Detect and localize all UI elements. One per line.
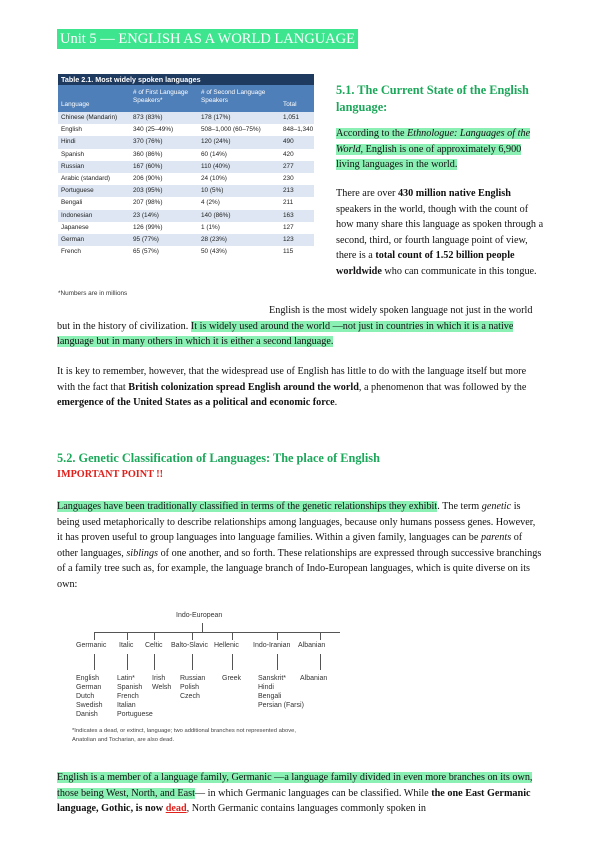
- table-cell: Japanese: [61, 223, 89, 231]
- table-cell: 340 (25–49%): [133, 126, 174, 134]
- s2p1-text-c: of other languages,: [57, 532, 523, 559]
- tree-footnote-1: *Indicates a dead, or extinct, language; two additional branches not represented above,: [72, 728, 296, 734]
- table-cell: 123: [283, 235, 294, 243]
- section1-title: 5.1. The Current State of the English language:: [336, 83, 529, 114]
- table-cell: 848–1,340: [283, 126, 314, 134]
- table-cell: 207 (98%): [133, 199, 163, 207]
- p3-highlight: It is widely used around the world —not just in countries in which it is a native language but in many others in which it is either a second language.: [57, 320, 514, 348]
- table-col-language: Language: [61, 101, 90, 108]
- table-row: [58, 136, 314, 148]
- p4-bold-1: British colonization spread English around the world: [128, 381, 359, 393]
- table-cell: 508–1,000 (60–75%): [201, 126, 261, 134]
- table-cell: 120 (24%): [201, 138, 231, 146]
- branch-indo-iranian: Indo-Iranian: [253, 642, 291, 649]
- table-col-second: # of Second Language Speakers: [201, 89, 266, 104]
- p3-text-a: English is the most widely spoken language not just in the world but in the history of civilization.: [57, 305, 533, 332]
- p2-bold-1: 430 million native English: [397, 188, 511, 199]
- section1-paragraph-3: [57, 303, 543, 350]
- table-col-total: Total: [283, 101, 297, 108]
- table-cell: 24 (10%): [201, 174, 227, 182]
- s2p2-bold: the one East Germanic language, Gothic, is now: [57, 787, 531, 815]
- table-cell: Chinese (Mandarin): [61, 114, 118, 121]
- table-cell: 370 (76%): [133, 138, 163, 146]
- table-cell: 1,051: [283, 114, 299, 121]
- list-italic: Latin* Spanish French Italian Portuguese: [117, 675, 153, 718]
- p2-text-c: speakers in the world, though with the count of how many share this language as spoken through a second, third, or fourth language point of view, there is a: [336, 203, 544, 262]
- tree-root: Indo-European: [176, 612, 223, 619]
- table-cell: German: [61, 235, 85, 243]
- table-row: [58, 185, 314, 197]
- s2p1-text-d: of one another, and so forth. These relationships are expressed through successive branchings of a family tree such as, for example, the language branch of Indo-European languages, which is quite diverse on its own:: [57, 547, 542, 590]
- p4-text-c: , a phenomenon that was followed by the: [358, 381, 527, 393]
- s2p1-text-b: is being used metaphorically to describe relationships among languages, because only humans possess genes. However, it has proven useful to group languages into language families. Within a given family, languages can be: [57, 501, 536, 544]
- list-indo-iranian: Sanskrit* Hindi Bengali Persian (Farsi): [258, 675, 304, 709]
- tree-footnote-2: Anatolian and Tocharian, are also dead.: [72, 737, 175, 743]
- table-cell: 127: [283, 223, 294, 231]
- s2p2-highlight: English is a member of a language family, Germanic —a language family divided in even more branches on its own, those being West, North, and East: [57, 772, 533, 799]
- important-point: IMPORTANT POINT !!: [57, 469, 164, 480]
- table-cell: 420: [283, 150, 294, 158]
- table-body: [58, 112, 314, 258]
- p4-text-a: It is key to remember, however, that the widespread use of English has little to do with the language itself but more with the fact that: [57, 366, 527, 393]
- table-header: [58, 85, 314, 112]
- table-col-first: # of First Language Speakers*: [133, 89, 189, 104]
- table-cell: 10 (5%): [201, 187, 224, 195]
- table-cell: Indonesian: [61, 211, 93, 219]
- section2-paragraph-1: [57, 499, 543, 593]
- table-cell: 213: [283, 187, 294, 195]
- table-row: [58, 112, 314, 124]
- table-cell: 60 (14%): [201, 150, 227, 158]
- branch-celtic: Celtic: [145, 642, 163, 649]
- section1-paragraph-2: [336, 186, 544, 280]
- table-row: [58, 246, 314, 258]
- table-cell: French: [61, 248, 81, 256]
- table-row: [58, 222, 314, 234]
- table-cell: 277: [283, 162, 294, 170]
- table-row: [58, 161, 314, 173]
- table-cell: 28 (23%): [201, 235, 227, 243]
- p4-bold-2: emergence of the United States as a political and economic force: [57, 397, 335, 409]
- table-cell: 230: [283, 174, 294, 182]
- s2p2-text-a: — in which Germanic languages can be classified. While: [194, 787, 432, 799]
- list-celtic: Irish Welsh: [152, 675, 172, 691]
- table-cell: 211: [283, 199, 294, 207]
- branch-balto-slavic: Balto-Slavic: [171, 642, 208, 649]
- table-row: [58, 234, 314, 246]
- table-cell: Russian: [61, 162, 85, 170]
- branch-albanian: Albanian: [298, 642, 326, 649]
- table-cell: 360 (86%): [133, 150, 163, 158]
- indo-european-tree: [72, 612, 362, 747]
- table-cell: 203 (95%): [133, 187, 163, 195]
- table-cell: 50 (43%): [201, 248, 227, 256]
- table-cell: 4 (2%): [201, 199, 220, 207]
- table-row: [58, 173, 314, 185]
- table-cell: 65 (57%): [133, 248, 159, 256]
- s2p1-text-a: . The term: [437, 501, 482, 512]
- table-cell: 206 (90%): [133, 174, 163, 182]
- table-footnote: *Numbers are in millions: [58, 290, 128, 297]
- list-germanic: English German Dutch Swedish Danish: [76, 675, 103, 718]
- table-caption: Table 2.1. Most widely spoken languages: [58, 74, 314, 85]
- table-cell: Hindi: [61, 138, 76, 146]
- table-cell: 140 (86%): [201, 211, 231, 219]
- p2-text-d: who can communicate in this tongue.: [381, 265, 537, 277]
- table-row: [58, 210, 314, 222]
- table-cell: Bengali: [61, 199, 83, 207]
- s2p2-text-c: , North Germanic contains languages commonly spoken in: [186, 803, 426, 815]
- p1-text-b: English is one of approximately 6,900 living languages in the world.: [336, 143, 522, 171]
- unit-title: Unit 5 — ENGLISH AS A WORLD LANGUAGE: [57, 29, 358, 49]
- s2p2-dead: dead: [165, 803, 187, 815]
- list-albanian: Albanian: [300, 675, 328, 682]
- section2-paragraph-2: [57, 770, 543, 817]
- table-cell: Arabic (standard): [61, 174, 111, 182]
- table-cell: 95 (77%): [133, 235, 159, 243]
- section1-paragraph-4: [57, 364, 543, 411]
- table-cell: 163: [283, 211, 294, 219]
- list-hellenic: Greek: [222, 675, 242, 682]
- table-row: [58, 149, 314, 161]
- s2p1-em-genetic: genetic: [481, 501, 512, 512]
- branch-hellenic: Hellenic: [214, 642, 239, 649]
- table-cell: 490: [283, 138, 294, 146]
- table-cell: 178 (17%): [201, 114, 231, 121]
- p4-text-d: .: [334, 397, 338, 409]
- table-cell: 873 (83%): [133, 114, 163, 121]
- table-cell: 115: [283, 248, 294, 256]
- branch-germanic: Germanic: [76, 642, 107, 649]
- s2p1-em-siblings: siblings: [126, 547, 159, 559]
- table-cell: 126 (99%): [133, 223, 163, 231]
- branch-italic: Italic: [119, 642, 134, 649]
- section2-title: 5.2. Genetic Classification of Languages: The place of English: [57, 451, 380, 465]
- table-row: [58, 124, 314, 136]
- s2p1-em-parents: parents: [480, 532, 512, 544]
- table-cell: 167 (60%): [133, 162, 163, 170]
- p1-em: Ethnologue: Languages of the World,: [336, 128, 531, 155]
- section1-paragraph-1: [336, 126, 544, 173]
- p2-bold-2: total count of 1.52 billion people worldwide: [336, 250, 515, 277]
- table-cell: English: [61, 126, 82, 134]
- table-cell: 23 (14%): [133, 211, 159, 219]
- table-row: [58, 197, 314, 209]
- table-cell: Spanish: [61, 150, 85, 158]
- list-balto-slavic: Russian Polish Czech: [180, 675, 206, 700]
- table-cell: 110 (40%): [201, 162, 231, 170]
- s2p1-highlight: Languages have been traditionally classified in terms of the genetic relationships they exhibit: [57, 501, 438, 512]
- p1-text-a: According to the: [336, 128, 408, 139]
- p2-text-a: There are over: [336, 188, 398, 199]
- table-cell: 1 (1%): [201, 223, 220, 231]
- table-cell: Portuguese: [61, 187, 94, 195]
